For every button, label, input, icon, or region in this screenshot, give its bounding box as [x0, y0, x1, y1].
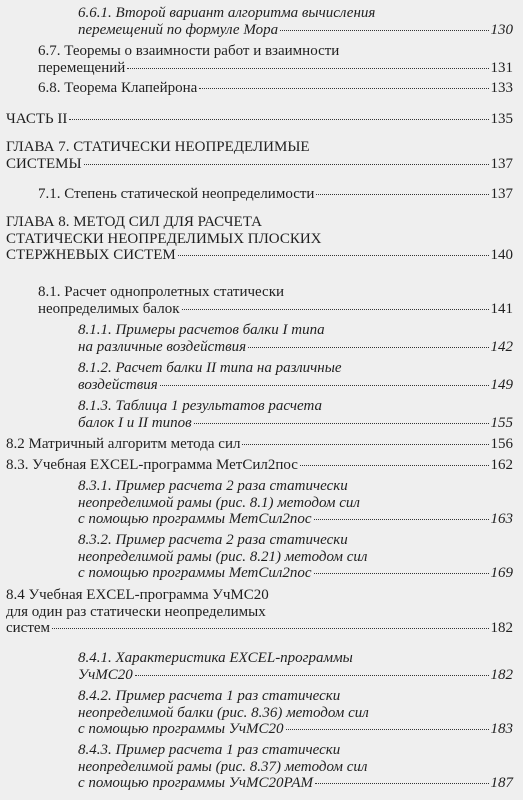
toc-entry-text: 8.3.2. Пример расчета 2 раза статически [78, 532, 348, 548]
toc-entry-text: балок I и II типов [78, 414, 192, 431]
toc-entry [6, 139, 513, 172]
toc-entry [78, 650, 513, 683]
dot-leader [300, 465, 489, 466]
toc-entry-text: перемещений [38, 59, 126, 76]
toc-page-number: 183 [490, 721, 513, 737]
dot-leader [178, 255, 489, 256]
toc-entry [6, 111, 513, 128]
toc-page-number: 169 [490, 565, 513, 581]
toc-entry-text: 8.1. Расчет однопролетных статически [38, 284, 285, 300]
toc-entry-text: систем [6, 620, 51, 636]
toc-page-number: 182 [490, 666, 513, 683]
toc-entry [6, 457, 513, 474]
toc-page-number: 133 [490, 80, 513, 96]
toc-page-number: 131 [490, 59, 513, 76]
toc-entry [38, 186, 513, 203]
toc-entry-text: УчМС20 [78, 666, 133, 683]
toc-entry [78, 742, 513, 792]
toc-entry-text: ЧАСТЬ II [6, 111, 68, 127]
toc-entry-text: 6.8. Теорема Клапейрона [38, 80, 198, 96]
toc-entry-text: 6.6.1. Второй вариант алгоритма вычисления [78, 5, 376, 21]
dot-leader [194, 423, 489, 424]
toc-entry-text: 6.7. Теоремы о взаимности работ и взаимности [38, 43, 340, 59]
dot-leader [84, 164, 489, 165]
toc-entry-text: перемещений по формуле Мора [78, 21, 279, 38]
toc-entry [6, 436, 513, 453]
dot-leader [182, 309, 489, 310]
toc-entry [78, 322, 513, 355]
dot-leader [69, 119, 488, 120]
toc-page-number: 137 [490, 186, 513, 202]
toc-entry-text: СТАТИЧЕСКИ НЕОПРЕДЕЛИМЫХ ПЛОСКИХ [6, 230, 322, 247]
dot-leader [316, 194, 488, 195]
toc-page-number: 156 [490, 436, 513, 452]
toc-entry-text: 8.4.2. Пример расчета 1 раз статически [78, 688, 341, 704]
toc-entry-text: с помощью программы МетСил2пос [78, 511, 312, 527]
toc-entry-text: 7.1. Степень статической неопределимости [38, 186, 315, 202]
toc-entry [78, 5, 513, 38]
toc-page-number: 140 [490, 247, 513, 263]
toc-entry [6, 587, 513, 637]
toc-entry-text: 8.3.1. Пример расчета 2 раза статически [78, 478, 348, 494]
toc-entry [78, 478, 513, 528]
toc-entry-text: неопределимой рамы (рис. 8.1) методом сил [78, 494, 360, 511]
toc-entry-text: на различные воздействия [78, 338, 247, 355]
toc-entry-text: 8.1.1. Примеры расчетов балки I типа [78, 322, 325, 338]
toc-entry-text: ГЛАВА 8. МЕТОД СИЛ ДЛЯ РАСЧЕТА [6, 214, 262, 230]
toc-entry-text: неопределимой рамы (рис. 8.21) методом сил [78, 548, 368, 565]
toc-page-number: 149 [490, 376, 513, 393]
toc-entry-text: с помощью программы УчМС20 [78, 721, 284, 737]
toc-page-number: 137 [490, 155, 513, 172]
dot-leader [280, 30, 488, 31]
dot-leader [248, 347, 488, 348]
dot-leader [314, 519, 489, 520]
toc-entry-text: неопределимой рамы (рис. 8.37) методом сил [78, 758, 368, 775]
toc-entry-text: ГЛАВА 7. СТАТИЧЕСКИ НЕОПРЕДЕЛИМЫЕ [6, 139, 310, 155]
toc-entry [78, 360, 513, 393]
toc-page-number: 182 [490, 620, 513, 636]
dot-leader [135, 675, 489, 676]
toc-page-number: 162 [490, 457, 513, 473]
dot-leader [242, 444, 488, 445]
dot-leader [52, 628, 488, 629]
toc-entry-text: неопределимой балки (рис. 8.36) методом сил [78, 704, 369, 721]
toc-entry-text: 8.4.3. Пример расчета 1 раз статически [78, 742, 341, 758]
toc-entry-text: воздействия [78, 376, 158, 393]
toc-entry-text: неопределимых балок [38, 300, 180, 317]
toc-page-number: 163 [490, 511, 513, 527]
toc-entry [78, 688, 513, 738]
toc-entry [78, 532, 513, 582]
toc-entry [38, 80, 513, 97]
toc-entry-text: для один раз статически неопределимых [6, 603, 266, 620]
toc-page-number: 187 [490, 775, 513, 791]
toc-entry-text: СИСТЕМЫ [6, 155, 82, 172]
toc-entry [78, 398, 513, 431]
toc-entry-text: 8.2 Матричный алгоритм метода сил [6, 436, 241, 452]
toc-entry-text: СТЕРЖНЕВЫХ СИСТЕМ [6, 247, 176, 263]
dot-leader [199, 88, 488, 89]
toc-entry-text: 8.4.1. Характеристика EXCEL-программы [78, 650, 353, 666]
dot-leader [286, 729, 489, 730]
dot-leader [127, 68, 488, 69]
toc-entry-text: с помощью программы УчМС20РАМ [78, 775, 314, 791]
toc-entry-text: 8.4 Учебная EXCEL-программа УчМС20 [6, 587, 269, 603]
dot-leader [160, 385, 489, 386]
toc-page-number: 135 [490, 111, 513, 127]
toc-entry [6, 214, 513, 264]
dot-leader [315, 783, 488, 784]
toc-entry [38, 43, 513, 76]
toc-page-number: 155 [490, 414, 513, 431]
toc-page-number: 130 [490, 21, 513, 38]
toc-entry-text: с помощью программы МетСил2пос [78, 565, 312, 581]
toc-page-number: 141 [490, 300, 513, 317]
toc-entry-text: 8.3. Учебная EXCEL-программа МетСил2пос [6, 457, 298, 473]
dot-leader [314, 573, 489, 574]
toc-entry [38, 284, 513, 317]
toc-entry-text: 8.1.2. Расчет балки II типа на различные [78, 360, 342, 376]
toc-page-number: 142 [490, 338, 513, 355]
toc-entry-text: 8.1.3. Таблица 1 результатов расчета [78, 398, 323, 414]
